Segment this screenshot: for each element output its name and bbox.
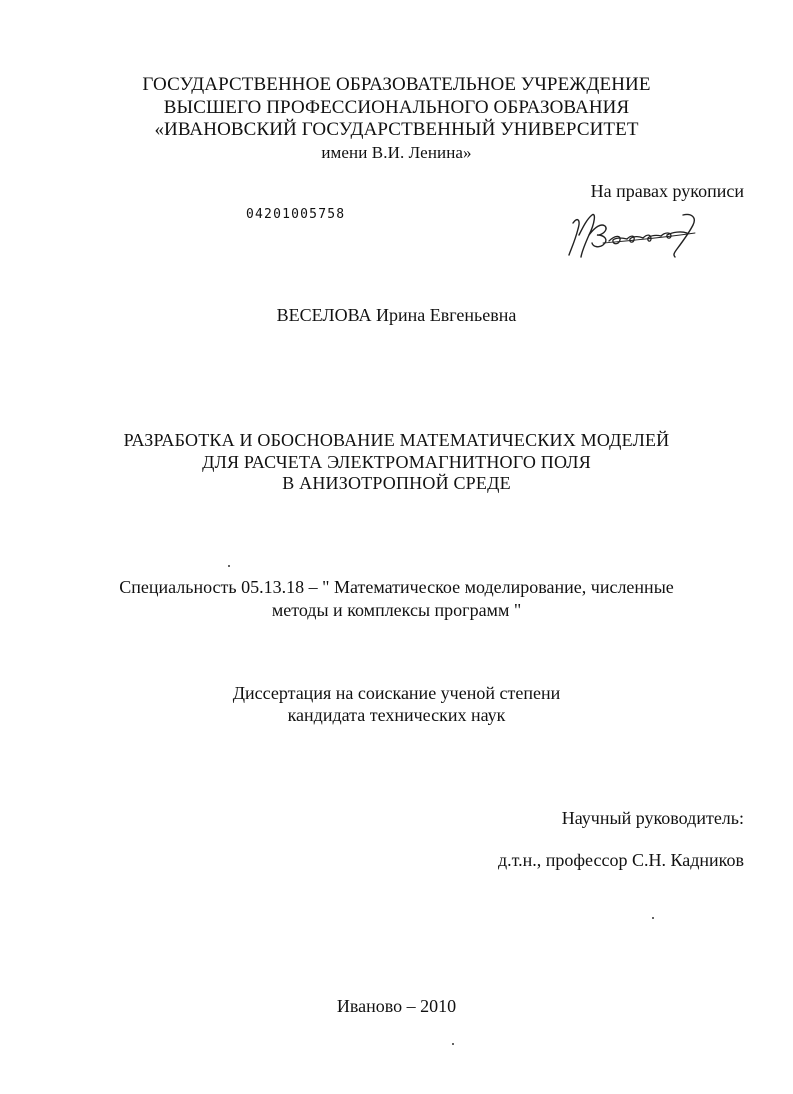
- institution-line-1: ГОСУДАРСТВЕННОЕ ОБРАЗОВАТЕЛЬНОЕ УЧРЕЖДЕНИЕ: [142, 74, 651, 95]
- specialty-line-1: Специальность 05.13.18 – " Математическое моделирование, численные: [119, 577, 674, 597]
- title-line-3: В АНИЗОТРОПНОЙ СРЕДЕ: [282, 473, 511, 493]
- institution-line-2: ВЫСШЕГО ПРОФЕССИОНАЛЬНОГО ОБРАЗОВАНИЯ: [163, 96, 630, 118]
- manuscript-rights-note: На правах рукописи: [590, 181, 744, 201]
- scan-speck: [452, 1043, 454, 1045]
- degree-line-2: кандидата технических наук: [287, 705, 506, 725]
- institution-header: [0, 74, 793, 164]
- degree-line-1: Диссертация на соискание ученой степени: [232, 683, 561, 703]
- signature-icon: [565, 205, 710, 263]
- advisor-label: Научный руководитель:: [561, 808, 744, 828]
- city-year: Иваново – 2010: [336, 996, 457, 1016]
- institution-line-4: имени В.И. Ленина»: [321, 142, 472, 162]
- scan-speck: [652, 917, 654, 919]
- specialty-line-2: методы и комплексы программ ": [271, 600, 522, 620]
- title-line-1: РАЗРАБОТКА И ОБОСНОВАНИЕ МАТЕМАТИЧЕСКИХ МОДЕЛЕЙ: [123, 430, 670, 450]
- document-code: 04201005758: [246, 207, 346, 222]
- advisor-name: д.т.н., профессор С.Н. Кадников: [497, 850, 744, 870]
- title-line-2: ДЛЯ РАСЧЕТА ЭЛЕКТРОМАГНИТНОГО ПОЛЯ: [202, 451, 591, 472]
- author-name: ВЕСЕЛОВА Ирина Евгеньевна: [276, 305, 517, 325]
- degree-statement: [0, 682, 793, 726]
- specialty: [0, 576, 793, 622]
- dissertation-title: [0, 430, 793, 495]
- scan-speck: [228, 565, 230, 567]
- institution-line-3: «ИВАНОВСКИЙ ГОСУДАРСТВЕННЫЙ УНИВЕРСИТЕТ: [154, 119, 639, 140]
